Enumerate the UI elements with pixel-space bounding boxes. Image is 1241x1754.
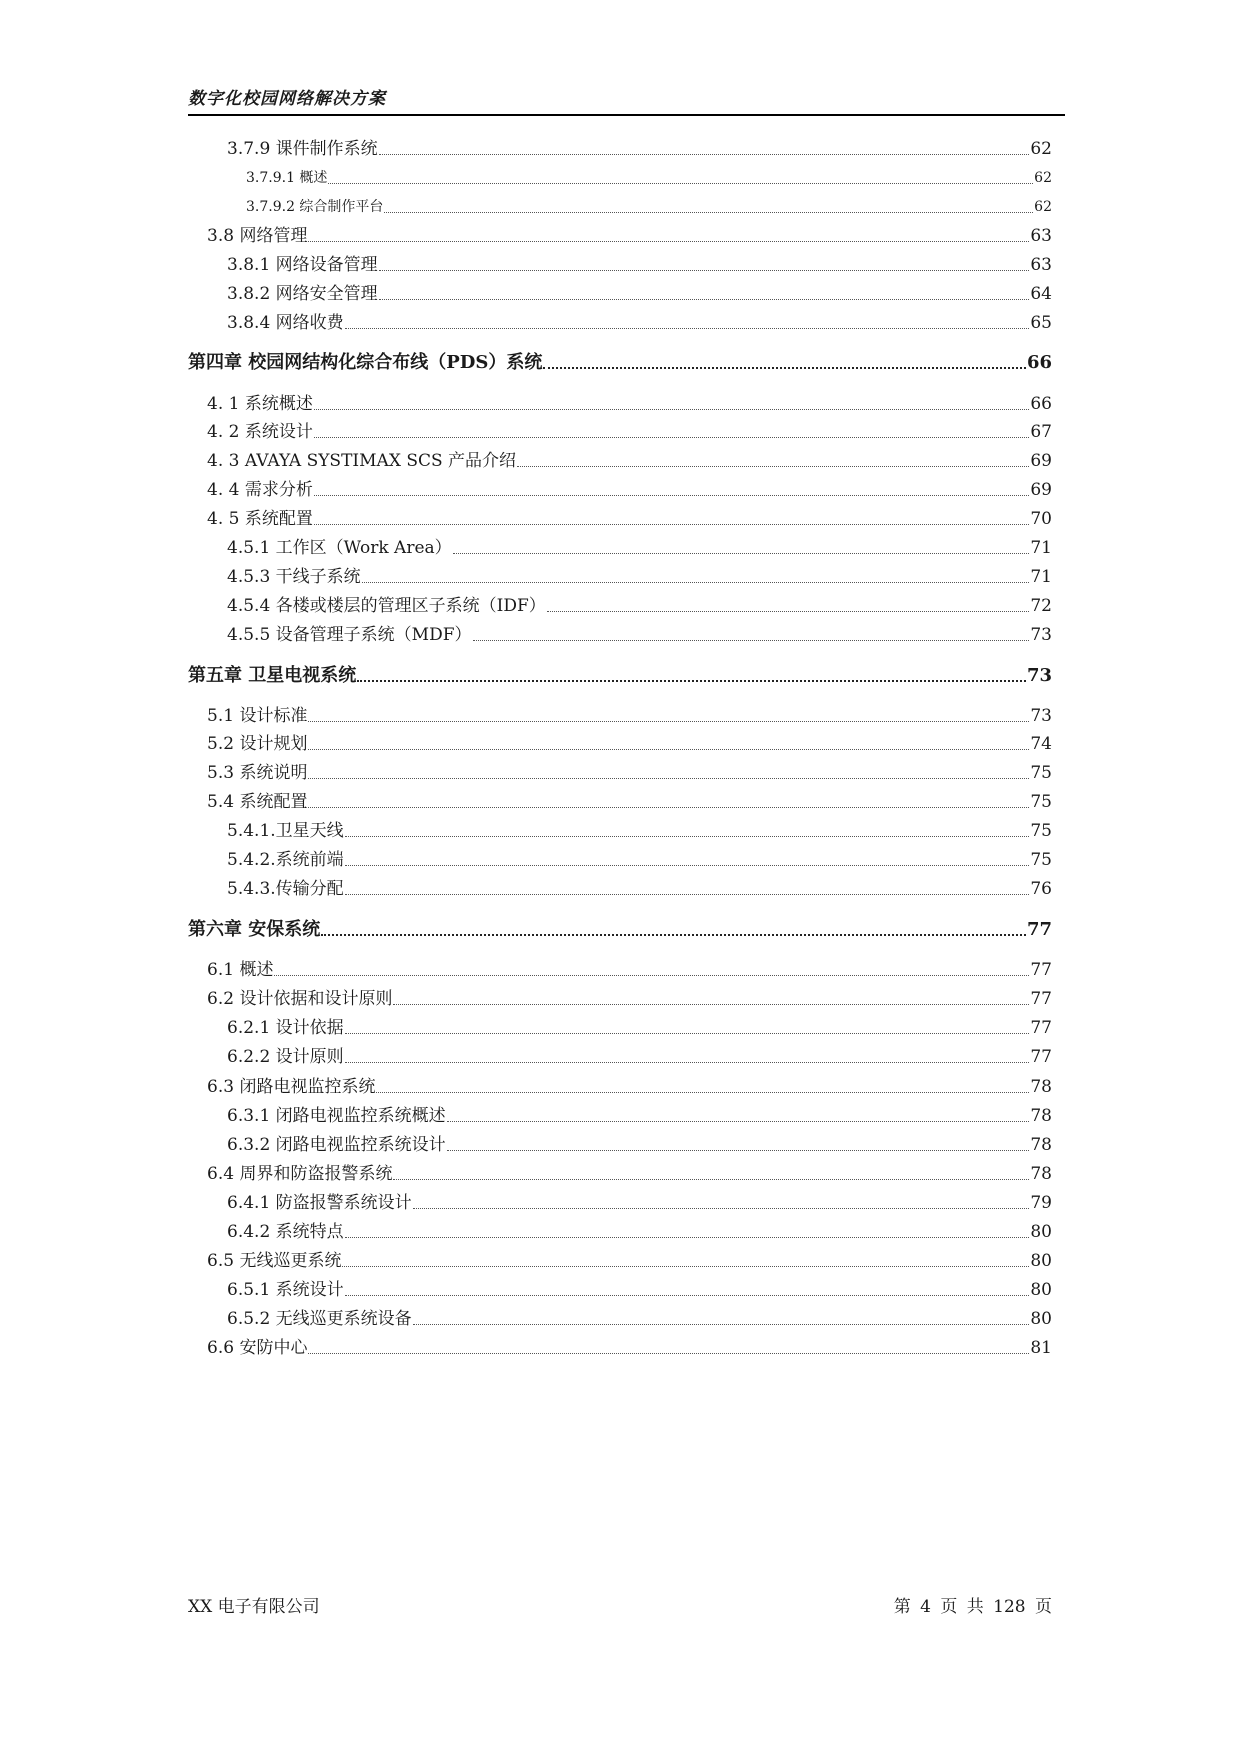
toc-chapter-entry[interactable] bbox=[188, 352, 1052, 374]
toc-entry-page-number: 77 bbox=[1030, 1018, 1052, 1038]
toc-entry-page-number: 71 bbox=[1030, 567, 1052, 587]
toc-entry-label: 6.4.2 系统特点 bbox=[227, 1222, 344, 1242]
toc-entry[interactable] bbox=[207, 791, 1052, 813]
toc-dot-leader bbox=[384, 212, 1033, 213]
toc-entry-page-number: 80 bbox=[1030, 1251, 1052, 1271]
toc-entry-page-number: 67 bbox=[1030, 422, 1052, 442]
toc-dot-leader bbox=[345, 1237, 1030, 1238]
toc-entry[interactable] bbox=[207, 762, 1052, 784]
toc-dot-leader bbox=[314, 409, 1030, 410]
toc-entry-page-number: 66 bbox=[1030, 394, 1052, 414]
toc-entry-label: 4.5.5 设备管理子系统（MDF） bbox=[227, 625, 472, 645]
toc-dot-leader bbox=[376, 1092, 1029, 1093]
toc-entry[interactable] bbox=[207, 733, 1052, 755]
toc-entry-label: 5.4.1.卫星天线 bbox=[227, 821, 344, 841]
toc-dot-leader bbox=[362, 582, 1030, 583]
toc-entry-page-number: 75 bbox=[1030, 763, 1052, 783]
toc-entry[interactable] bbox=[227, 138, 1052, 160]
toc-entry-label: 4. 2 系统设计 bbox=[207, 422, 313, 442]
toc-dot-leader bbox=[413, 1208, 1030, 1209]
toc-entry[interactable] bbox=[227, 1017, 1052, 1039]
toc-entry-label: 6.5.1 系统设计 bbox=[227, 1280, 344, 1300]
toc-entry[interactable] bbox=[227, 537, 1052, 559]
toc-entry-label: 6.3.2 闭路电视监控系统设计 bbox=[227, 1135, 446, 1155]
toc-entry-page-number: 72 bbox=[1030, 596, 1052, 616]
toc-entry[interactable] bbox=[207, 1163, 1052, 1185]
toc-dot-leader bbox=[393, 1004, 1029, 1005]
toc-entry[interactable] bbox=[227, 624, 1052, 646]
toc-entry-page-number: 64 bbox=[1030, 284, 1052, 304]
toc-dot-leader bbox=[342, 1266, 1029, 1267]
toc-dot-leader bbox=[517, 466, 1029, 467]
toc-entry[interactable] bbox=[207, 450, 1052, 472]
toc-entry[interactable] bbox=[246, 196, 1052, 218]
toc-entry-page-number: 75 bbox=[1030, 821, 1052, 841]
document-title: 数字化校园网络解决方案 bbox=[188, 89, 386, 109]
toc-entry-label: 4. 3 AVAYA SYSTIMAX SCS 产品介绍 bbox=[207, 451, 517, 471]
toc-entry-page-number: 65 bbox=[1030, 313, 1052, 333]
toc-dot-leader bbox=[547, 611, 1030, 612]
toc-entry[interactable] bbox=[227, 1192, 1052, 1214]
toc-entry-page-number: 70 bbox=[1030, 509, 1052, 529]
toc-entry[interactable] bbox=[207, 705, 1052, 727]
toc-dot-leader bbox=[379, 299, 1030, 300]
toc-entry-page-number: 80 bbox=[1030, 1280, 1052, 1300]
toc-entry[interactable] bbox=[227, 283, 1052, 305]
toc-dot-leader bbox=[345, 865, 1030, 866]
toc-entry-page-number: 76 bbox=[1030, 879, 1052, 899]
toc-entry[interactable] bbox=[227, 1046, 1052, 1068]
toc-entry-label: 3.8.2 网络安全管理 bbox=[227, 284, 378, 304]
toc-entry-page-number: 75 bbox=[1030, 850, 1052, 870]
toc-entry-page-number: 63 bbox=[1030, 255, 1052, 275]
page-footer bbox=[188, 1592, 1052, 1616]
toc-dot-leader bbox=[314, 524, 1030, 525]
toc-entry-label: 4. 5 系统配置 bbox=[207, 509, 313, 529]
toc-entry[interactable] bbox=[207, 1250, 1052, 1272]
toc-entry-page-number: 77 bbox=[1030, 960, 1052, 980]
toc-entry-label: 5.1 设计标准 bbox=[207, 706, 308, 726]
toc-entry-label: 4.5.4 各楼或楼层的管理区子系统（IDF） bbox=[227, 596, 546, 616]
toc-dot-leader bbox=[379, 154, 1030, 155]
toc-entry-label: 3.7.9.1 概述 bbox=[246, 170, 328, 186]
toc-entry-label: 5.3 系统说明 bbox=[207, 763, 308, 783]
toc-dot-leader bbox=[308, 1353, 1029, 1354]
footer-page-number: 第 4 页 共 128 页 bbox=[893, 1597, 1052, 1617]
toc-entry[interactable] bbox=[227, 1308, 1052, 1330]
toc-entry-label: 3.7.9 课件制作系统 bbox=[227, 139, 378, 159]
toc-entry[interactable] bbox=[207, 988, 1052, 1010]
toc-entry-page-number: 71 bbox=[1030, 538, 1052, 558]
toc-entry-page-number: 73 bbox=[1030, 625, 1052, 645]
toc-dot-leader bbox=[321, 934, 1026, 936]
toc-entry-label: 3.8.1 网络设备管理 bbox=[227, 255, 378, 275]
toc-entry-page-number: 62 bbox=[1034, 170, 1052, 186]
toc-entry-label: 6.1 概述 bbox=[207, 960, 274, 980]
toc-entry[interactable] bbox=[227, 1105, 1052, 1127]
toc-dot-leader bbox=[345, 836, 1030, 837]
toc-entry[interactable] bbox=[227, 1279, 1052, 1301]
toc-entry[interactable] bbox=[227, 595, 1052, 617]
toc-entry-label: 5.4 系统配置 bbox=[207, 792, 308, 812]
toc-entry-page-number: 62 bbox=[1034, 199, 1052, 215]
toc-entry-page-number: 75 bbox=[1030, 792, 1052, 812]
toc-dot-leader bbox=[345, 894, 1030, 895]
toc-entry-page-number: 78 bbox=[1030, 1164, 1052, 1184]
toc-dot-leader bbox=[274, 975, 1029, 976]
toc-entry-page-number: 78 bbox=[1030, 1077, 1052, 1097]
toc-dot-leader bbox=[308, 778, 1029, 779]
toc-dot-leader bbox=[413, 1324, 1030, 1325]
toc-entry-page-number: 80 bbox=[1030, 1222, 1052, 1242]
toc-entry-page-number: 63 bbox=[1030, 226, 1052, 246]
toc-entry-page-number: 69 bbox=[1030, 480, 1052, 500]
toc-dot-leader bbox=[308, 721, 1029, 722]
toc-entry[interactable] bbox=[227, 849, 1052, 871]
toc-dot-leader bbox=[379, 270, 1030, 271]
toc-entry-label: 3.8 网络管理 bbox=[207, 226, 308, 246]
toc-dot-leader bbox=[447, 1150, 1030, 1151]
toc-entry-label: 6.5 无线巡更系统 bbox=[207, 1251, 342, 1271]
toc-dot-leader bbox=[308, 749, 1029, 750]
toc-entry-label: 3.7.9.2 综合制作平台 bbox=[246, 199, 384, 215]
toc-entry-label: 6.2 设计依据和设计原则 bbox=[207, 989, 393, 1009]
toc-entry-label: 6.3.1 闭路电视监控系统概述 bbox=[227, 1106, 446, 1126]
toc-entry-label: 4. 1 系统概述 bbox=[207, 394, 313, 414]
toc-entry[interactable] bbox=[227, 878, 1052, 900]
toc-entry-page-number: 80 bbox=[1030, 1309, 1052, 1329]
toc-entry-page-number: 77 bbox=[1030, 989, 1052, 1009]
toc-dot-leader bbox=[308, 807, 1029, 808]
toc-entry-label: 第六章 安保系统 bbox=[188, 919, 321, 940]
toc-entry[interactable] bbox=[227, 312, 1052, 334]
toc-entry[interactable] bbox=[246, 167, 1052, 189]
toc-entry-label: 6.4.1 防盗报警系统设计 bbox=[227, 1193, 412, 1213]
toc-chapter-entry[interactable] bbox=[188, 665, 1052, 687]
toc-entry-page-number: 77 bbox=[1030, 1047, 1052, 1067]
toc-dot-leader bbox=[543, 367, 1026, 369]
toc-entry[interactable] bbox=[207, 1337, 1052, 1359]
toc-entry[interactable] bbox=[207, 508, 1052, 530]
toc-dot-leader bbox=[357, 680, 1026, 682]
toc-entry[interactable] bbox=[227, 566, 1052, 588]
toc-entry-label: 第四章 校园网结构化综合布线（PDS）系统 bbox=[188, 352, 543, 373]
toc-entry-label: 4.5.3 干线子系统 bbox=[227, 567, 361, 587]
toc-entry-label: 6.3 闭路电视监控系统 bbox=[207, 1077, 376, 1097]
toc-entry-label: 第五章 卫星电视系统 bbox=[188, 665, 357, 686]
toc-dot-leader bbox=[345, 328, 1030, 329]
toc-entry-label: 4. 4 需求分析 bbox=[207, 480, 313, 500]
toc-entry[interactable] bbox=[207, 959, 1052, 981]
toc-entry-page-number: 66 bbox=[1026, 352, 1052, 373]
toc-entry-label: 5.4.3.传输分配 bbox=[227, 879, 344, 899]
toc-dot-leader bbox=[328, 183, 1033, 184]
toc-entry-page-number: 81 bbox=[1030, 1338, 1052, 1358]
toc-entry-label: 4.5.1 工作区（Work Area） bbox=[227, 538, 452, 558]
toc-dot-leader bbox=[393, 1179, 1029, 1180]
toc-entry-label: 6.5.2 无线巡更系统设备 bbox=[227, 1309, 412, 1329]
toc-dot-leader bbox=[447, 1121, 1030, 1122]
toc-entry-page-number: 69 bbox=[1030, 451, 1052, 471]
toc-entry[interactable] bbox=[227, 254, 1052, 276]
toc-entry-label: 3.8.4 网络收费 bbox=[227, 313, 344, 333]
toc-entry-label: 6.2.2 设计原则 bbox=[227, 1047, 344, 1067]
toc-entry[interactable] bbox=[227, 1134, 1052, 1156]
toc-entry-label: 6.4 周界和防盗报警系统 bbox=[207, 1164, 393, 1184]
toc-dot-leader bbox=[308, 241, 1029, 242]
toc-entry-label: 5.4.2.系统前端 bbox=[227, 850, 344, 870]
toc-entry-page-number: 78 bbox=[1030, 1135, 1052, 1155]
toc-entry-page-number: 73 bbox=[1030, 706, 1052, 726]
toc-dot-leader bbox=[453, 553, 1030, 554]
toc-entry-label: 6.6 安防中心 bbox=[207, 1338, 308, 1358]
toc-entry[interactable] bbox=[207, 421, 1052, 443]
toc-dot-leader bbox=[314, 495, 1030, 496]
toc-entry-page-number: 62 bbox=[1030, 139, 1052, 159]
toc-entry[interactable] bbox=[207, 393, 1052, 415]
toc-dot-leader bbox=[314, 437, 1030, 438]
footer-company: XX 电子有限公司 bbox=[188, 1597, 320, 1617]
toc-entry-page-number: 73 bbox=[1026, 665, 1052, 686]
toc-chapter-entry[interactable] bbox=[188, 919, 1052, 941]
toc-entry[interactable] bbox=[207, 1076, 1052, 1098]
toc-dot-leader bbox=[473, 640, 1030, 641]
toc-entry-page-number: 74 bbox=[1030, 734, 1052, 754]
toc-entry[interactable] bbox=[227, 820, 1052, 842]
toc-dot-leader bbox=[345, 1062, 1030, 1063]
toc-entry-page-number: 78 bbox=[1030, 1106, 1052, 1126]
toc-entry[interactable] bbox=[227, 1221, 1052, 1243]
toc-entry-label: 6.2.1 设计依据 bbox=[227, 1018, 344, 1038]
toc-entry[interactable] bbox=[207, 225, 1052, 247]
toc-entry[interactable] bbox=[207, 479, 1052, 501]
toc-entry-page-number: 79 bbox=[1030, 1193, 1052, 1213]
toc-entry-label: 5.2 设计规划 bbox=[207, 734, 308, 754]
toc-entry-page-number: 77 bbox=[1026, 919, 1052, 940]
page-header bbox=[188, 86, 1065, 116]
toc-dot-leader bbox=[345, 1295, 1030, 1296]
toc-dot-leader bbox=[345, 1033, 1030, 1034]
